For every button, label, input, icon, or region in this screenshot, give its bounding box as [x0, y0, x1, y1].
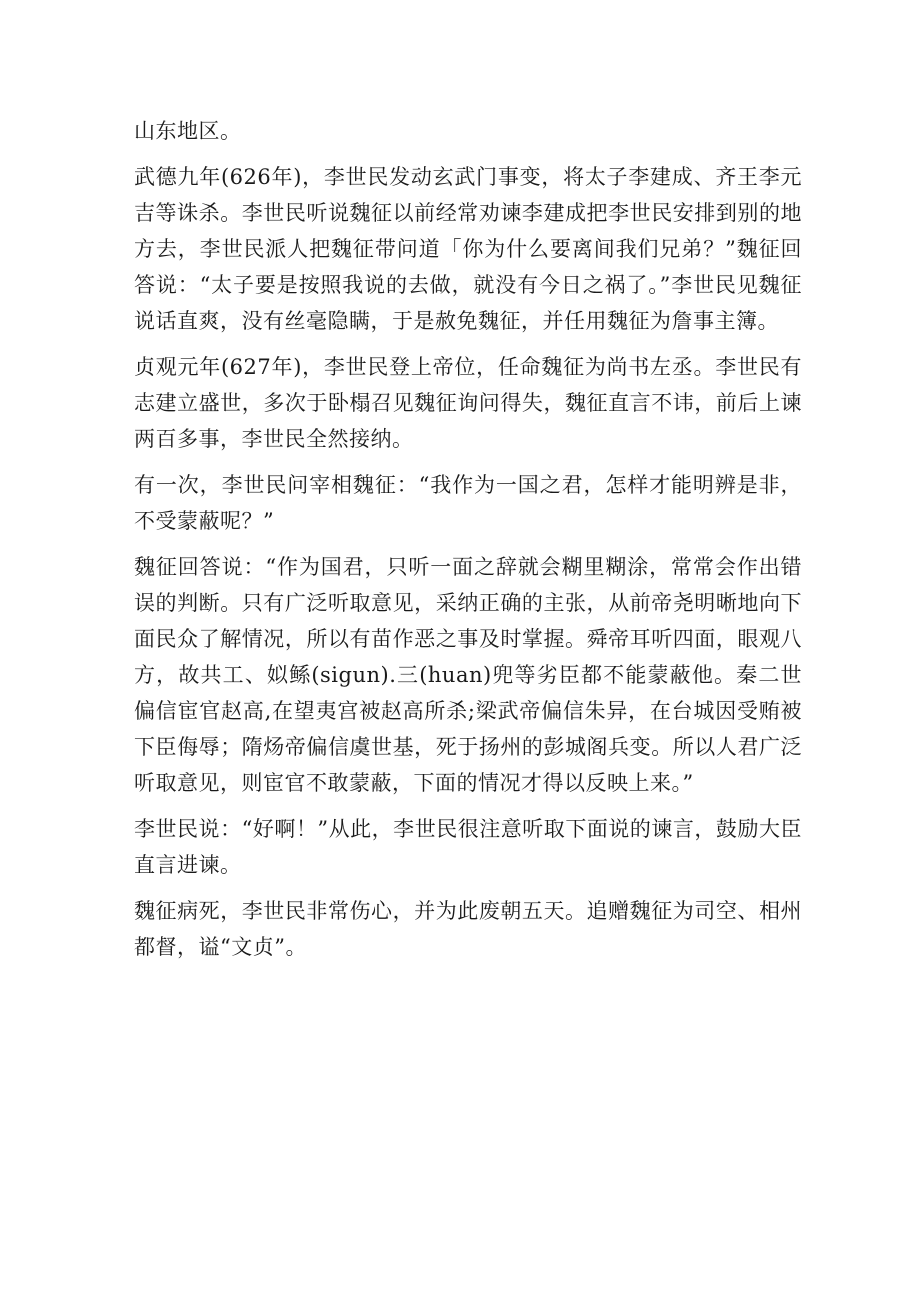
- paragraph-2: 武德九年(626年)，李世民发动玄武门事变，将太子李建成、齐王李元吉等诛杀。李世民听说魏征以前经常劝谏李建成把李世民安排到别的地方去，李世民派人把魏征带问道「你为什么要离间我们兄弟？”魏征回答说：“太子要是按照我说的去做，就没有今日之祸了。”李世民见魏征说话直爽，没有丝毫隐瞒，于是赦免魏征，并任用魏征为詹事主簿。: [134, 165, 802, 333]
- paragraph-1: 山东地区。: [134, 119, 242, 143]
- paragraph-4: 有一次，李世民问宰相魏征：“我作为一国之君，怎样才能明辨是非，不受蒙蔽呢？”: [134, 473, 802, 533]
- paragraph-6: 李世民说：“好啊！”从此，李世民很注意听取下面说的谏言，鼓励大臣直言进谏。: [134, 817, 802, 877]
- paragraph-5: 魏征回答说：“作为国君，只听一面之辞就会糊里糊涂，常常会作出错误的判断。只有广泛听取意见，采纳正确的主张，从前帝尧明晰地向下面民众了解情况，所以有苗作恶之事及时掌握。舜帝耳听四面，眼观八方，故共工、姒鲧(sigun).三(huan)兜等劣臣都不能蒙蔽他。秦二世偏信宦官赵高,在望夷宫被赵高所杀;梁武帝偏信朱异，在台城因受贿被下臣侮辱；隋炀帝偏信虞世基，死于扬州的彭城阁兵变。所以人君广泛听取意见，则宦官不敢蒙蔽，下面的情况才得以反映上来。”: [134, 555, 802, 795]
- paragraph-7: 魏征病死，李世民非常伤心，并为此废朝五天。追赠魏征为司空、相州都督，谥“文贞”。: [134, 899, 802, 959]
- document-body: [134, 113, 802, 975]
- paragraph-3: 贞观元年(627年)，李世民登上帝位，任命魏征为尚书左丞。李世民有志建立盛世，多次于卧榻召见魏征询问得失，魏征直言不讳，前后上谏两百多事，李世民全然接纳。: [134, 355, 802, 451]
